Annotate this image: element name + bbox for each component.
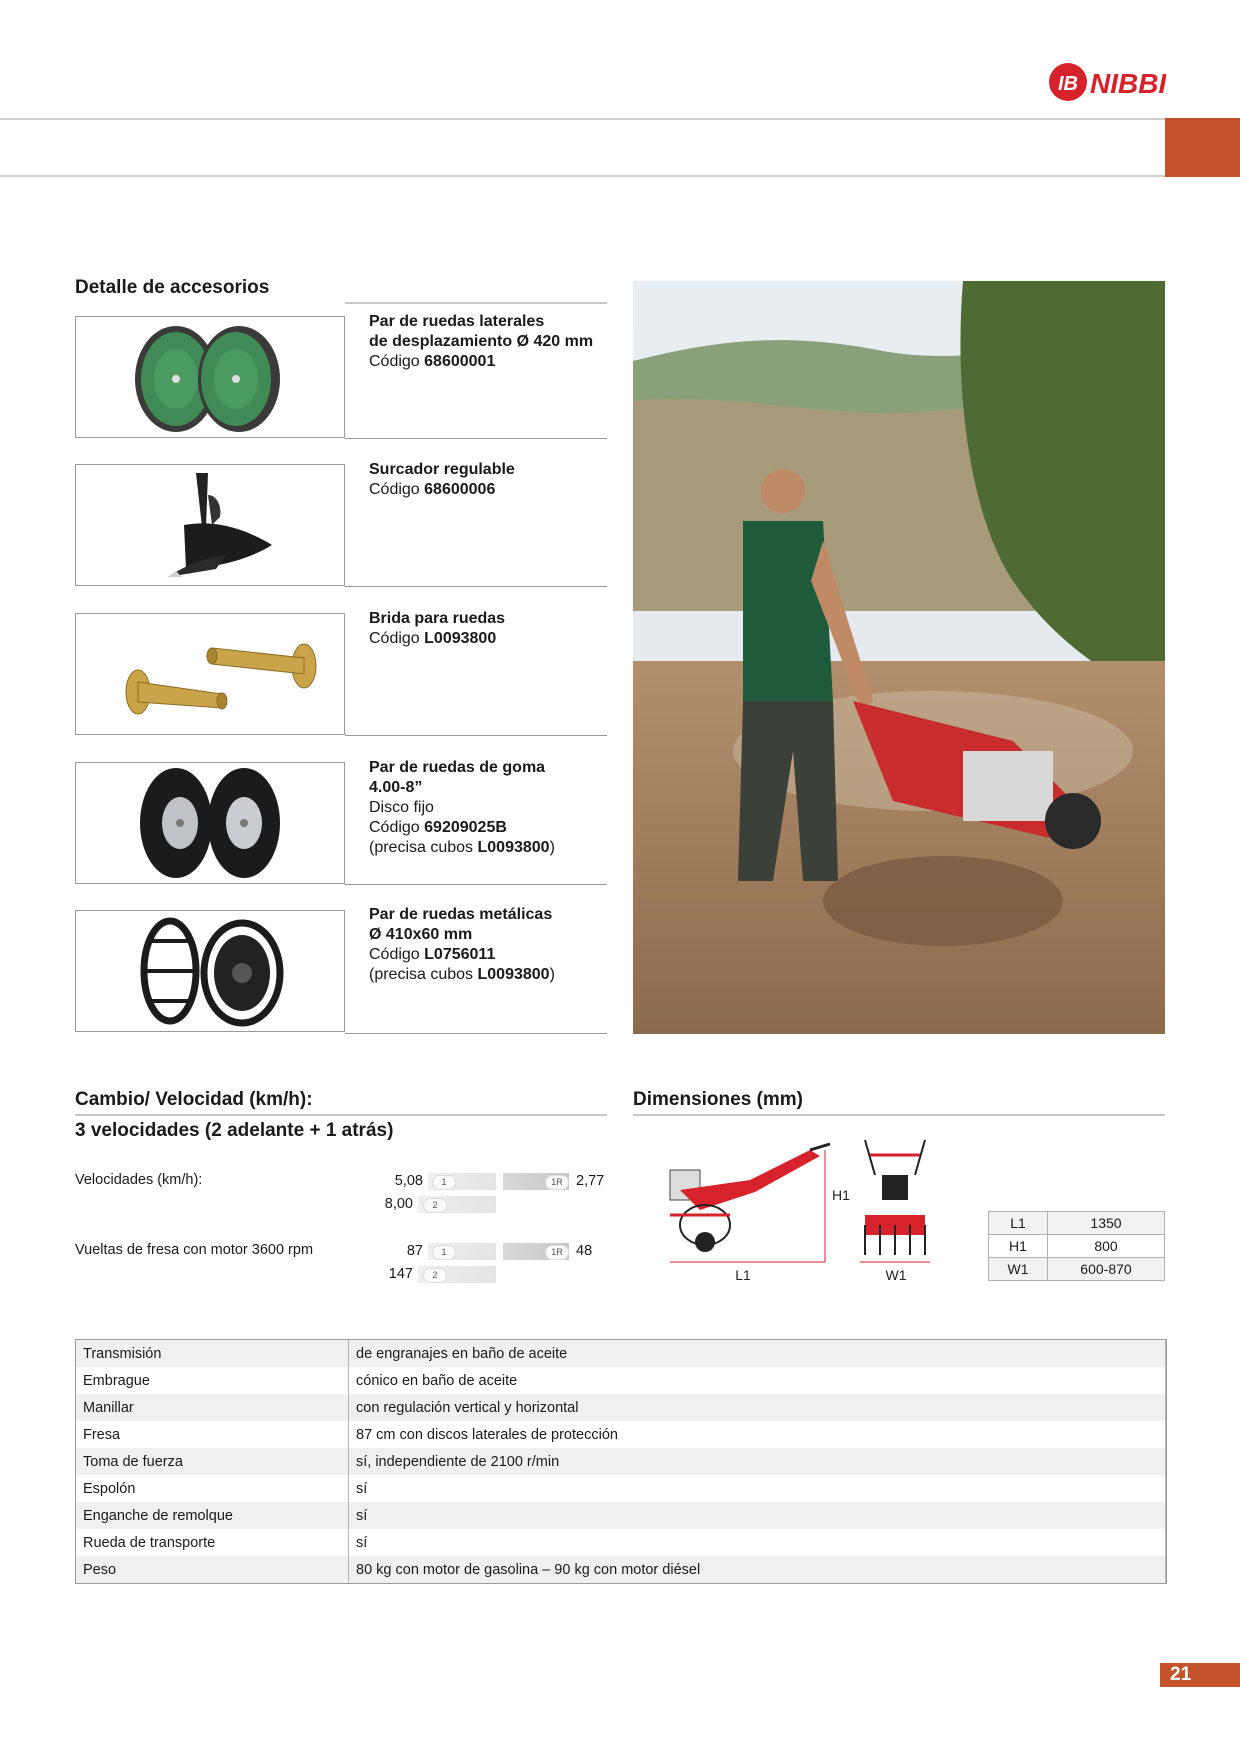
accessory-image-wheel-flange — [75, 613, 345, 735]
gearbox-title: Cambio/ Velocidad (km/h): — [75, 1089, 313, 1110]
dim-row — [989, 1212, 1165, 1235]
gear-tag-1: 1 — [432, 1245, 456, 1260]
dim-value: 800 — [1048, 1235, 1165, 1258]
accessory-name-line: de desplazamiento Ø 420 mm — [369, 333, 594, 350]
accessory-code: L0756011 — [424, 946, 496, 963]
accessory-code: 68600001 — [424, 353, 496, 370]
accessories-title-rule — [345, 302, 607, 304]
dim-value: 1350 — [1048, 1212, 1165, 1235]
spec-key: Fresa — [76, 1421, 349, 1448]
table-row — [76, 1502, 1166, 1529]
spec-key: Toma de fuerza — [76, 1448, 349, 1475]
header-rule-2 — [0, 175, 1165, 177]
gearbox-subtitle: 3 velocidades (2 adelante + 1 atrás) — [75, 1120, 394, 1141]
table-row — [76, 1421, 1166, 1448]
dimensions-title: Dimensiones (mm) — [633, 1089, 803, 1110]
spec-value: 80 kg con motor de gasolina – 90 kg con motor diésel — [349, 1556, 1166, 1583]
accessory-rule — [345, 1033, 607, 1034]
note-prefix: (precisa cubos — [369, 966, 478, 983]
gear-tag-2: 2 — [423, 1268, 447, 1283]
accessory-text-rubber-wheels — [369, 758, 609, 858]
accessory-sub: Disco fijo — [369, 799, 434, 816]
accessory-rule — [345, 438, 607, 439]
accessory-image-metal-wheels — [75, 910, 345, 1032]
furrower-illustration — [76, 465, 344, 585]
dim-key: W1 — [989, 1258, 1048, 1281]
side-view-tiller — [670, 1144, 830, 1252]
note-code: L0093800 — [477, 839, 550, 856]
accessory-name-line: Ø 410x60 mm — [369, 926, 473, 943]
dim-key: H1 — [989, 1235, 1048, 1258]
code-label: Código — [369, 481, 420, 498]
spec-key: Embrague — [76, 1367, 349, 1394]
svg-text:IB: IB — [1058, 73, 1078, 95]
spec-value: 87 cm con discos laterales de protección — [349, 1421, 1166, 1448]
table-row — [76, 1556, 1166, 1583]
table-row — [76, 1475, 1166, 1502]
rpm-reverse-value: 48 — [576, 1243, 593, 1259]
table-row — [76, 1340, 1166, 1367]
spec-key: Espolón — [76, 1475, 349, 1502]
table-row — [76, 1529, 1166, 1556]
dimensions-title-rule — [633, 1114, 1165, 1116]
accessory-name-line: Par de ruedas laterales — [369, 313, 545, 330]
metal-wheels-illustration — [76, 911, 344, 1031]
speed-row-label: Velocidades (km/h): — [75, 1172, 203, 1188]
note-suffix: ) — [549, 966, 555, 983]
accessory-image-furrower — [75, 464, 345, 586]
accessory-rule — [345, 735, 607, 736]
spec-value: cónico en baño de aceite — [349, 1367, 1166, 1394]
note-prefix: (precisa cubos — [369, 839, 478, 856]
product-photo — [633, 281, 1165, 1034]
accessory-image-side-wheels — [75, 316, 345, 438]
accessory-text-side-wheels — [369, 312, 609, 372]
specs-table — [76, 1340, 1166, 1583]
spec-value: de engranajes en baño de aceite — [349, 1340, 1166, 1367]
accessory-name-line: Brida para ruedas — [369, 610, 506, 627]
table-row — [76, 1448, 1166, 1475]
table-row — [76, 1394, 1166, 1421]
gear-tag-2: 2 — [423, 1198, 447, 1213]
specs-table-wrap — [75, 1339, 1167, 1584]
spec-key: Peso — [76, 1556, 349, 1583]
spec-value: sí — [349, 1502, 1166, 1529]
wheel-flange-illustration — [76, 614, 344, 734]
accessory-code: L0093800 — [424, 630, 497, 647]
dim-value: 600-870 — [1048, 1258, 1165, 1281]
spec-key: Rueda de transporte — [76, 1529, 349, 1556]
rpm-gear2-value: 147 — [388, 1266, 413, 1282]
spec-value: sí — [349, 1475, 1166, 1502]
spec-value: con regulación vertical y horizontal — [349, 1394, 1166, 1421]
dim-label-w1: W1 — [885, 1267, 907, 1283]
gear-tag-reverse: 1R — [545, 1175, 569, 1190]
gear-tag-1: 1 — [432, 1175, 456, 1190]
accessory-name-line: 4.00-8” — [369, 779, 423, 796]
note-code: L0093800 — [477, 966, 550, 983]
dim-row — [989, 1258, 1165, 1281]
spec-key: Transmisión — [76, 1340, 349, 1367]
spec-value: sí, independiente de 2100 r/min — [349, 1448, 1166, 1475]
accessory-text-metal-wheels — [369, 905, 609, 985]
speed-gear1-value: 5,08 — [394, 1173, 423, 1189]
accessory-name-line: Par de ruedas de goma — [369, 759, 546, 776]
code-label: Código — [369, 946, 420, 963]
accessories-title: Detalle de accesorios — [75, 277, 270, 298]
code-label: Código — [369, 819, 420, 836]
accessory-code: 69209025B — [424, 819, 507, 836]
accessory-image-rubber-wheels — [75, 762, 345, 884]
svg-text:NIBBI: NIBBI — [1090, 68, 1166, 99]
corner-tab — [1165, 118, 1240, 177]
code-label: Código — [369, 353, 420, 370]
gearbox-title-rule — [75, 1114, 607, 1116]
code-label: Código — [369, 630, 420, 647]
table-row — [76, 1367, 1166, 1394]
spec-value: sí — [349, 1529, 1166, 1556]
header-rule — [0, 118, 1240, 120]
dim-row — [989, 1235, 1165, 1258]
gear-tag-reverse: 1R — [545, 1245, 569, 1260]
accessory-code: 68600006 — [424, 481, 496, 498]
note-suffix: ) — [549, 839, 555, 856]
dim-key: L1 — [989, 1212, 1048, 1235]
spec-key: Manillar — [76, 1394, 349, 1421]
accessory-text-wheel-flange — [369, 609, 609, 649]
front-view-tiller — [860, 1140, 930, 1262]
rpm-row-label: Vueltas de fresa con motor 3600 rpm — [75, 1242, 314, 1258]
dimensions-table — [988, 1211, 1165, 1281]
dim-label-h1: H1 — [832, 1187, 850, 1203]
dim-label-l1: L1 — [735, 1267, 751, 1283]
speed-gear2-value: 8,00 — [384, 1196, 413, 1212]
accessory-rule — [345, 884, 607, 885]
nibbi-logo — [1048, 60, 1166, 104]
speed-reverse-value: 2,77 — [576, 1173, 605, 1189]
accessory-rule — [345, 586, 607, 587]
accessory-name-line: Par de ruedas metálicas — [369, 906, 553, 923]
accessory-name-line: Surcador regulable — [369, 461, 515, 478]
accessory-text-furrower — [369, 460, 609, 500]
spec-key: Enganche de remolque — [76, 1502, 349, 1529]
page-number: 21 — [1160, 1663, 1240, 1687]
rubber-wheels-illustration — [76, 763, 344, 883]
rpm-gear1-value: 87 — [406, 1243, 423, 1259]
dimensions-diagram — [660, 1130, 960, 1290]
side-wheels-illustration — [76, 317, 344, 437]
